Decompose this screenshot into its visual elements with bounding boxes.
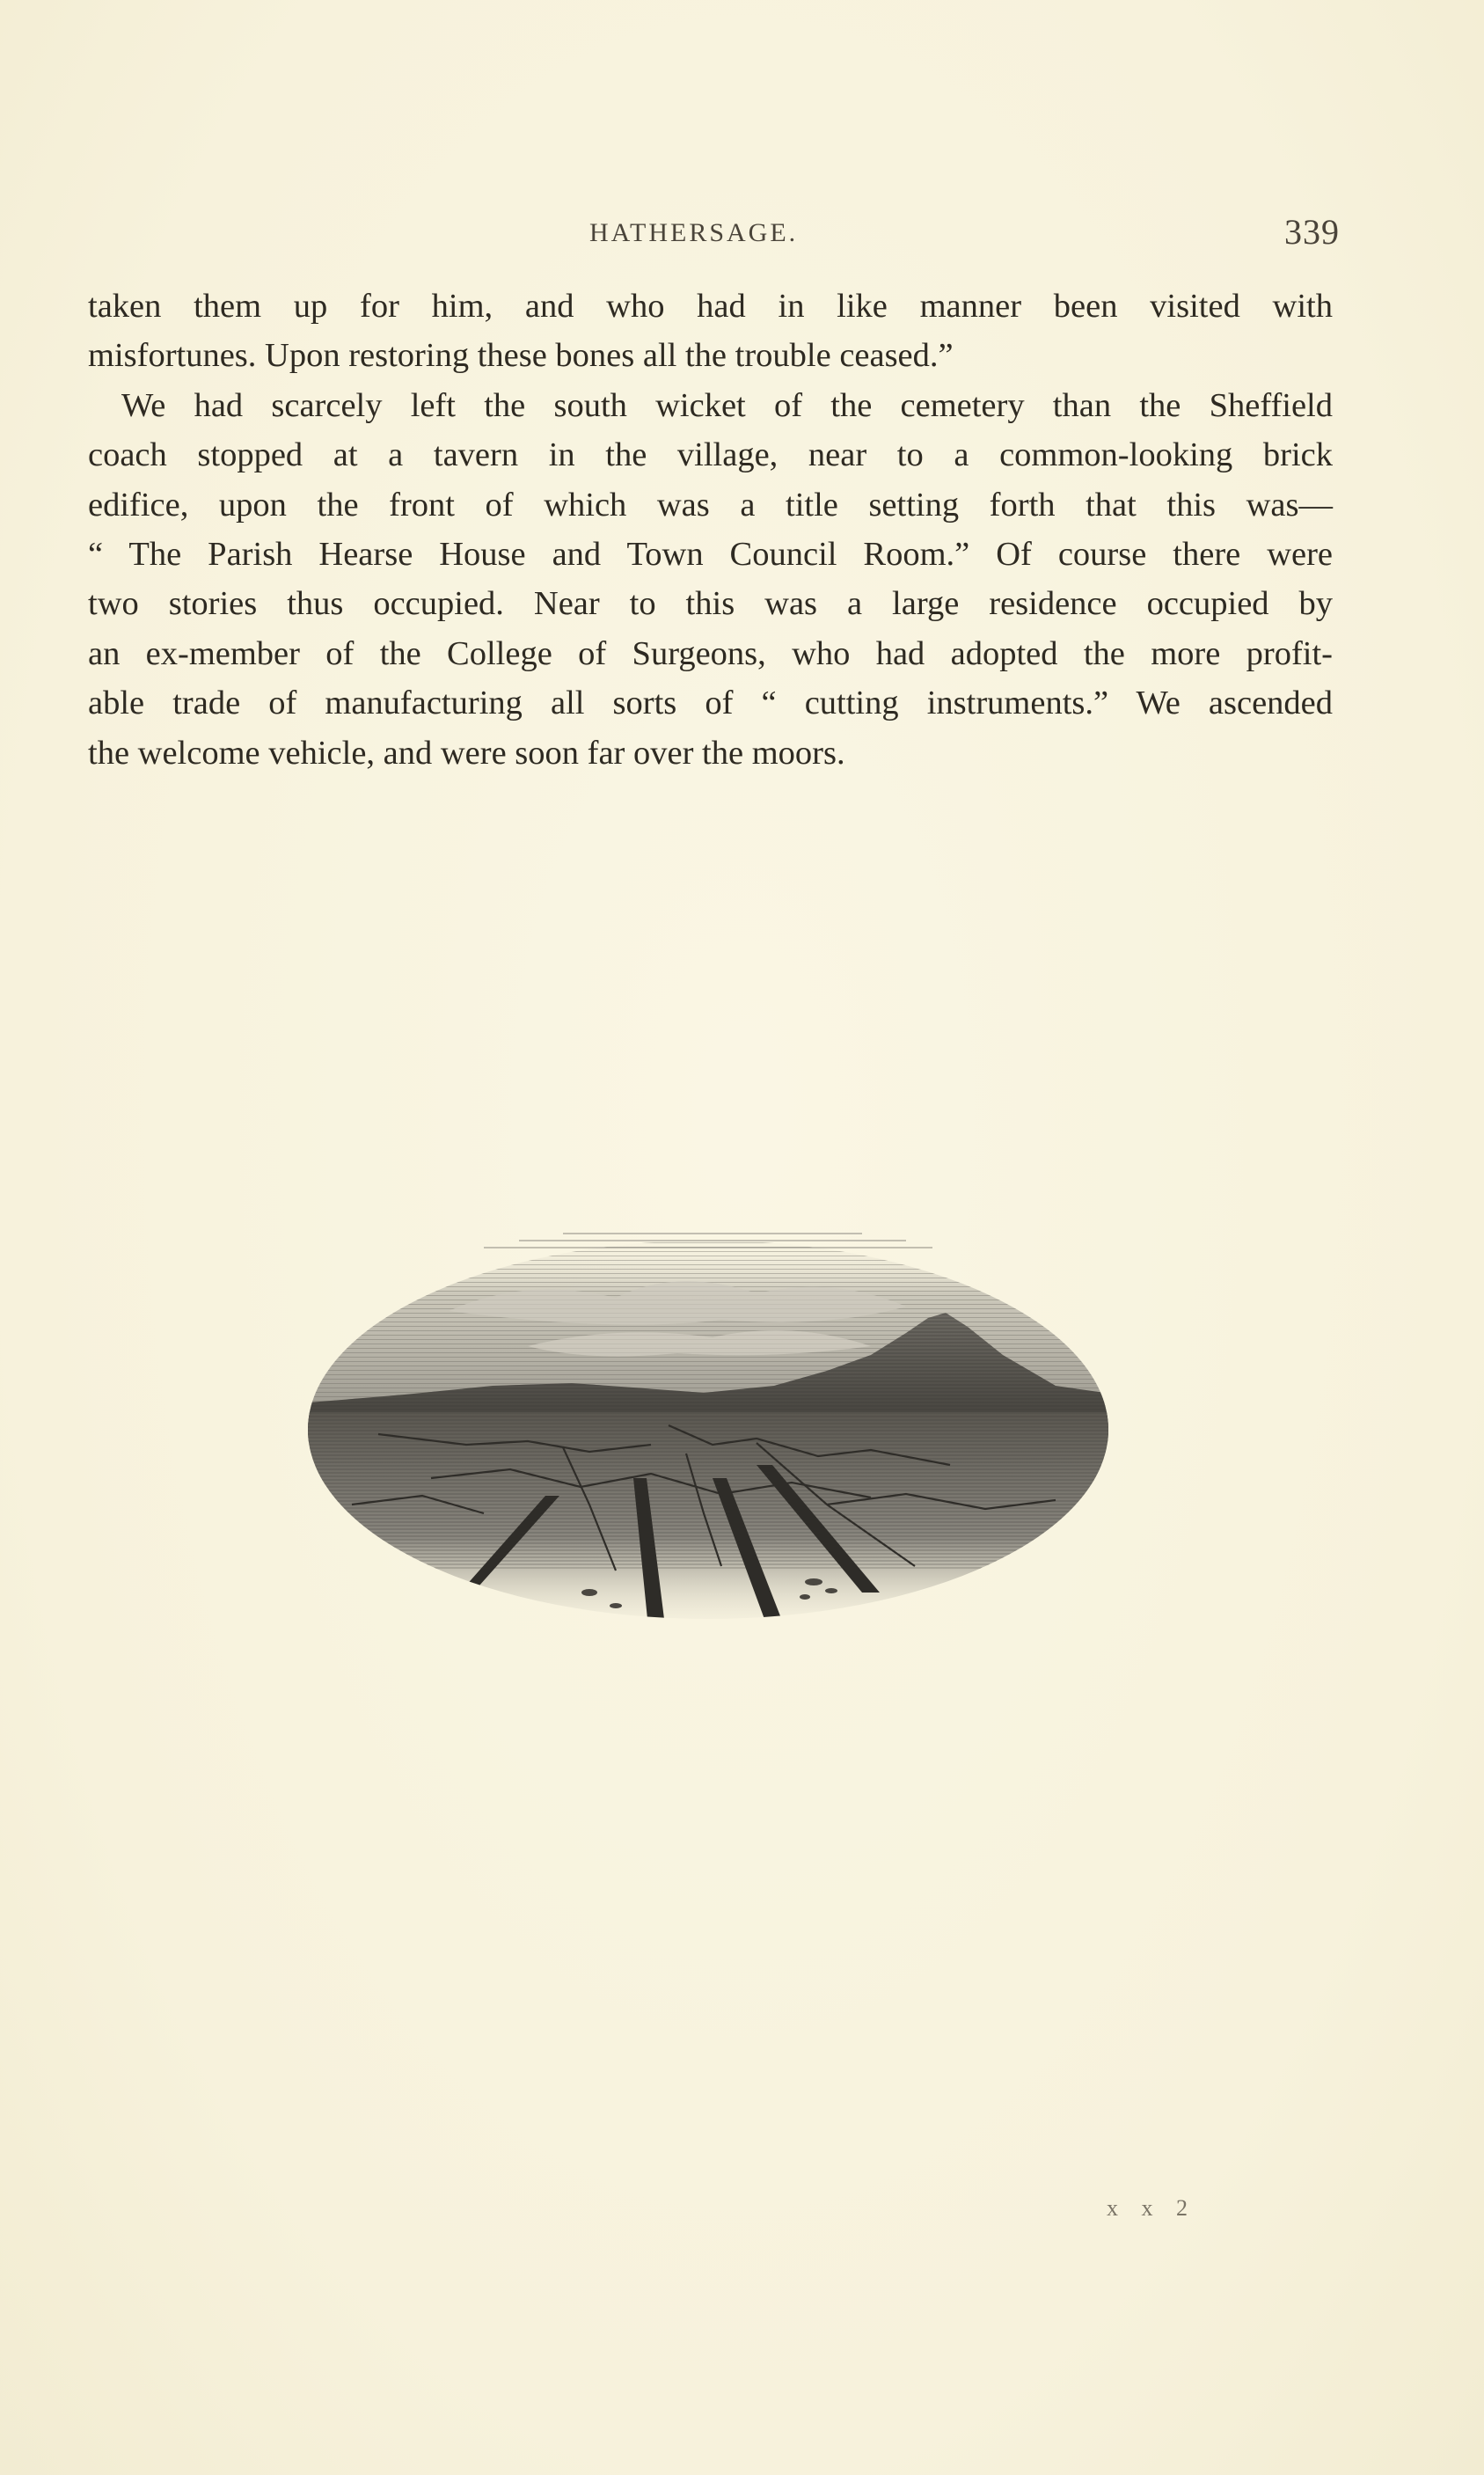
text-line: the welcome vehicle, and were soon far over the moors. (88, 734, 845, 772)
moorland-engraving (299, 1214, 1117, 1689)
paragraph-2 (88, 381, 1333, 778)
text-line: taken them up for him, and who had in like manner been visited with (88, 288, 1333, 325)
text-line: edifice, upon the front of which was a title setting forth that this was— (88, 486, 1333, 524)
text-line: “ The Parish Hearse House and Town Council Room.” Of course there were (88, 536, 1333, 574)
moor-hatching (299, 1412, 1117, 1571)
page-number: 339 (1284, 212, 1340, 252)
text-line: an ex-member of the College of Surgeons, who had adopted the more profit- (88, 634, 1333, 672)
paragraph-1 (88, 282, 1333, 381)
text-line: able trade of manufacturing all sorts of “ cutting instruments.” We ascended (88, 685, 1333, 722)
body-text (88, 282, 1333, 778)
signature-mark: x x 2 (1107, 2195, 1196, 2221)
text-line: misfortunes. Upon restoring these bones all the trouble ceased.” (88, 337, 954, 375)
text-line: two stories thus occupied. Near to this was a large residence occupied by (88, 585, 1333, 623)
engraving-scene (299, 1232, 1117, 1654)
text-line: coach stopped at a tavern in the village, near to a common-looking brick (88, 436, 1333, 474)
text-line: We had scarcely left the south wicket of the cemetery than the Sheffield (121, 386, 1333, 424)
running-head (0, 211, 1484, 255)
running-title: HATHERSAGE. (589, 218, 799, 247)
